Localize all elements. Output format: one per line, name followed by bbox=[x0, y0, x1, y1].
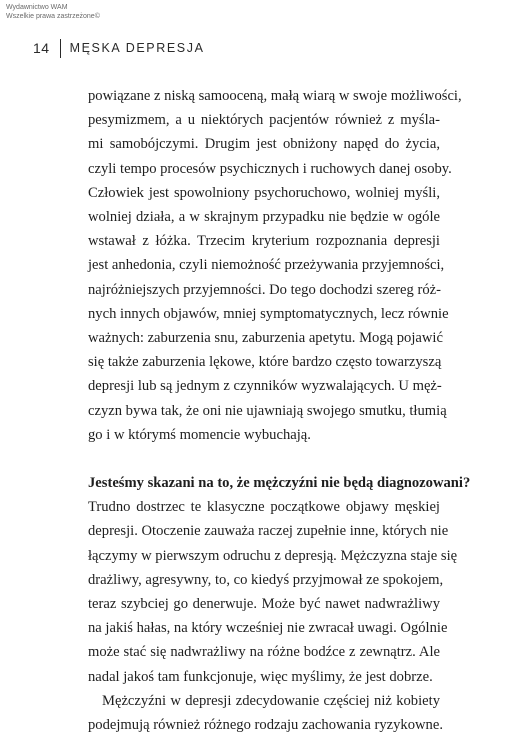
text-line: go i w którymś momencie wybuchają. bbox=[88, 426, 311, 443]
section-heading: Jesteśmy skazani na to, że mężczyźni nie będą diagnozowani? bbox=[88, 475, 471, 492]
watermark bbox=[6, 3, 100, 21]
text-line: łączymy w pierwszym odruchu z depresją. Mężczyzna staje się bbox=[88, 547, 458, 564]
text-line: jest anhedonia, czyli niemożność przeżywania przyjemności, bbox=[88, 257, 445, 274]
paragraph-3 bbox=[88, 689, 443, 737]
text-line: teraz szybciej go denerwuje. Może być nawet nadwrażliwy bbox=[88, 596, 440, 613]
text-line: Mężczyźni w depresji zdecydowanie częściej niż kobiety bbox=[102, 692, 440, 709]
paragraph-1 bbox=[88, 84, 462, 447]
text-line: nadal jakoś tam funkcjonuje, więc myślimy, że jest dobrze. bbox=[88, 668, 433, 685]
watermark-copyright: Wszelkie prawa zastrzeżone© bbox=[6, 13, 100, 20]
paragraph-2 bbox=[88, 495, 458, 689]
running-head-title: MĘSKA DEPRESJA bbox=[69, 41, 205, 55]
text-line: powiązane z niską samooceną, małą wiarą w swoje możliwości, bbox=[88, 88, 462, 104]
paragraph-gap bbox=[88, 447, 440, 471]
text-line: się także zaburzenia lękowe, które bardzo często towarzyszą bbox=[88, 354, 442, 371]
text-line: czyzn bywa tak, że oni nie ujawniają swojego smutku, tłumią bbox=[88, 402, 447, 419]
text-line: ważnych: zaburzenia snu, zaburzenia apetytu. Mogą pojawić bbox=[88, 330, 443, 347]
text-line: czyli tempo procesów psychicznych i ruchowych danej osoby. bbox=[88, 160, 452, 177]
running-head bbox=[33, 38, 205, 58]
text-line: Trudno dostrzec te klasyczne początkowe objawy męskiej bbox=[88, 499, 440, 516]
text-line: drażliwy, agresywny, to, co kiedyś przyjmował ze spokojem, bbox=[88, 571, 444, 588]
text-line: podejmują również różnego rodzaju zachowania ryzykowne. bbox=[88, 717, 443, 734]
text-line: Człowiek jest spowolniony psychoruchowo, wolniej myśli, bbox=[88, 184, 440, 201]
page-number: 14 bbox=[33, 40, 50, 56]
body-text bbox=[88, 84, 471, 737]
running-head-divider bbox=[60, 39, 61, 58]
watermark-publisher: Wydawnictwo WAM bbox=[6, 4, 68, 11]
text-line: depresji lub są jednym z czynników wyzwalających. U męż- bbox=[88, 378, 442, 395]
text-line: na jakiś hałas, na który wcześniej nie zwracał uwagi. Ogólnie bbox=[88, 620, 448, 637]
text-line: wstawał z łóżka. Trzecim kryterium rozpoznania depresji bbox=[88, 233, 440, 250]
text-line: mi samobójczymi. Drugim jest obniżony napęd do życia, bbox=[88, 136, 440, 153]
text-line: wolniej działa, a w skrajnym przypadku nie będzie w ogóle bbox=[88, 209, 440, 226]
text-line: najróżniejszych przyjemności. Do tego dochodzi szereg róż- bbox=[88, 281, 441, 298]
text-line: depresji. Otoczenie zauważa raczej zupełnie inne, których nie bbox=[88, 523, 449, 540]
text-line: pesymizmem, a u niektórych pacjentów również z myśla- bbox=[88, 112, 440, 129]
text-line: nych innych objawów, mniej symptomatycznych, lecz równie bbox=[88, 305, 449, 322]
text-line: może stać się nadwrażliwy na różne bodźce z zewnątrz. Ale bbox=[88, 644, 440, 661]
